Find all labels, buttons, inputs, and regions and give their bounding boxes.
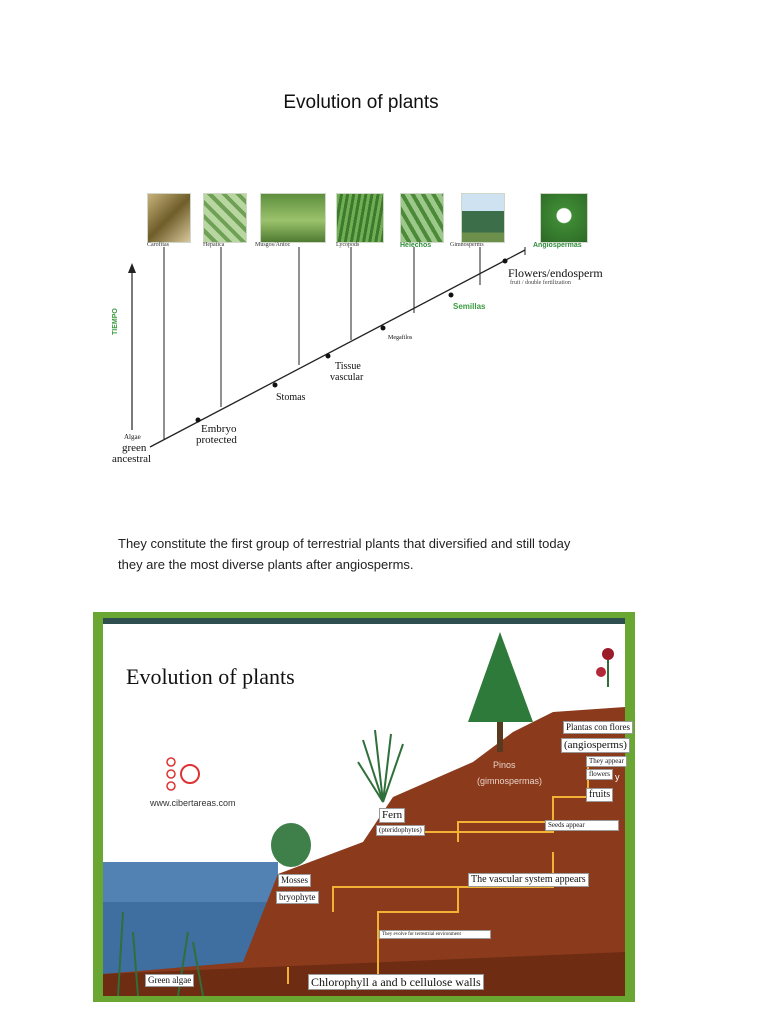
pinos-label: Pinos xyxy=(493,760,516,770)
algae-label-1: Algae xyxy=(124,433,141,441)
hepatica-label: Hepatica xyxy=(203,242,225,248)
flowers-label: Flowers/endosperm xyxy=(508,266,603,280)
gimnosperms-label: Gimnosperms xyxy=(450,242,484,248)
mosses-label: Musgos/Antoc xyxy=(255,242,291,248)
hepatica-thumbnail xyxy=(203,193,247,243)
paragraph-line-1: They constitute the first group of terrestrial plants that diversified and still today xyxy=(118,536,571,551)
angiospermas-label: Angiospermas xyxy=(533,242,582,249)
chlorophyll-label: Chlorophyll a and b cellulose walls xyxy=(308,974,484,990)
paragraph-line-2: they are the most diverse plants after angiosperms. xyxy=(118,557,414,572)
fern-label: Fern xyxy=(379,808,405,823)
angiosperms-label: (angiosperms) xyxy=(561,738,630,753)
gymnosperms-thumbnail xyxy=(461,193,505,243)
algae-label-2: green xyxy=(122,442,147,454)
time-axis-label: TIEMPO xyxy=(112,308,119,335)
fruit-label: fruit / double fertilization xyxy=(510,280,571,286)
tissue-label-1: Tissue xyxy=(335,361,361,372)
evolution-tree-diagram xyxy=(100,185,640,475)
semillas-label: Semillas xyxy=(453,302,486,311)
pteridophytes-label: (pteridophytes) xyxy=(376,825,425,836)
gimnospermas-label: (gimnospermas) xyxy=(477,776,543,786)
lycopods-thumbnail xyxy=(336,193,384,243)
ferns-thumbnail xyxy=(400,193,444,243)
fruits-label: fruits xyxy=(586,788,613,802)
plantas-label: Plantas con flores xyxy=(563,721,633,734)
description-paragraph xyxy=(118,533,638,575)
stomas-label: Stomas xyxy=(276,392,306,403)
terrestrial-label: They evolve for terrestrial environment xyxy=(379,930,491,939)
seeds-label: Seeds appear xyxy=(545,820,619,831)
vascular-label: The vascular system appears xyxy=(468,873,589,887)
algae-label-3: ancestral xyxy=(112,453,152,465)
helechos-label: Helechos xyxy=(400,242,432,249)
lycopods-label: Lycopods xyxy=(336,242,360,248)
tissue-label-2: vascular xyxy=(330,372,364,383)
mosses-thumbnail xyxy=(260,193,326,243)
evolution-landscape-illustration xyxy=(93,612,635,1002)
page-title: Evolution of plants xyxy=(283,92,439,113)
mosses-label: Mosses xyxy=(278,874,311,887)
megafilos-label: Megafilos xyxy=(388,335,413,341)
illustration-title: Evolution of plants xyxy=(120,662,301,692)
cibertareas-url: www.cibertareas.com xyxy=(150,798,236,808)
they-appear-label: They appear xyxy=(586,756,627,767)
bryophyte-label: bryophyte xyxy=(276,891,319,904)
carofitas-thumbnail xyxy=(147,193,191,243)
flowers-label: flowers xyxy=(586,769,613,780)
embryo-label-1: Embryo xyxy=(201,423,237,435)
green-algae-label: Green algae xyxy=(145,974,194,987)
angiosperms-thumbnail xyxy=(540,193,588,243)
embryo-label-2: protected xyxy=(196,434,237,446)
y-label: y xyxy=(615,772,620,782)
carofitas-label: Carofitas xyxy=(147,242,169,248)
